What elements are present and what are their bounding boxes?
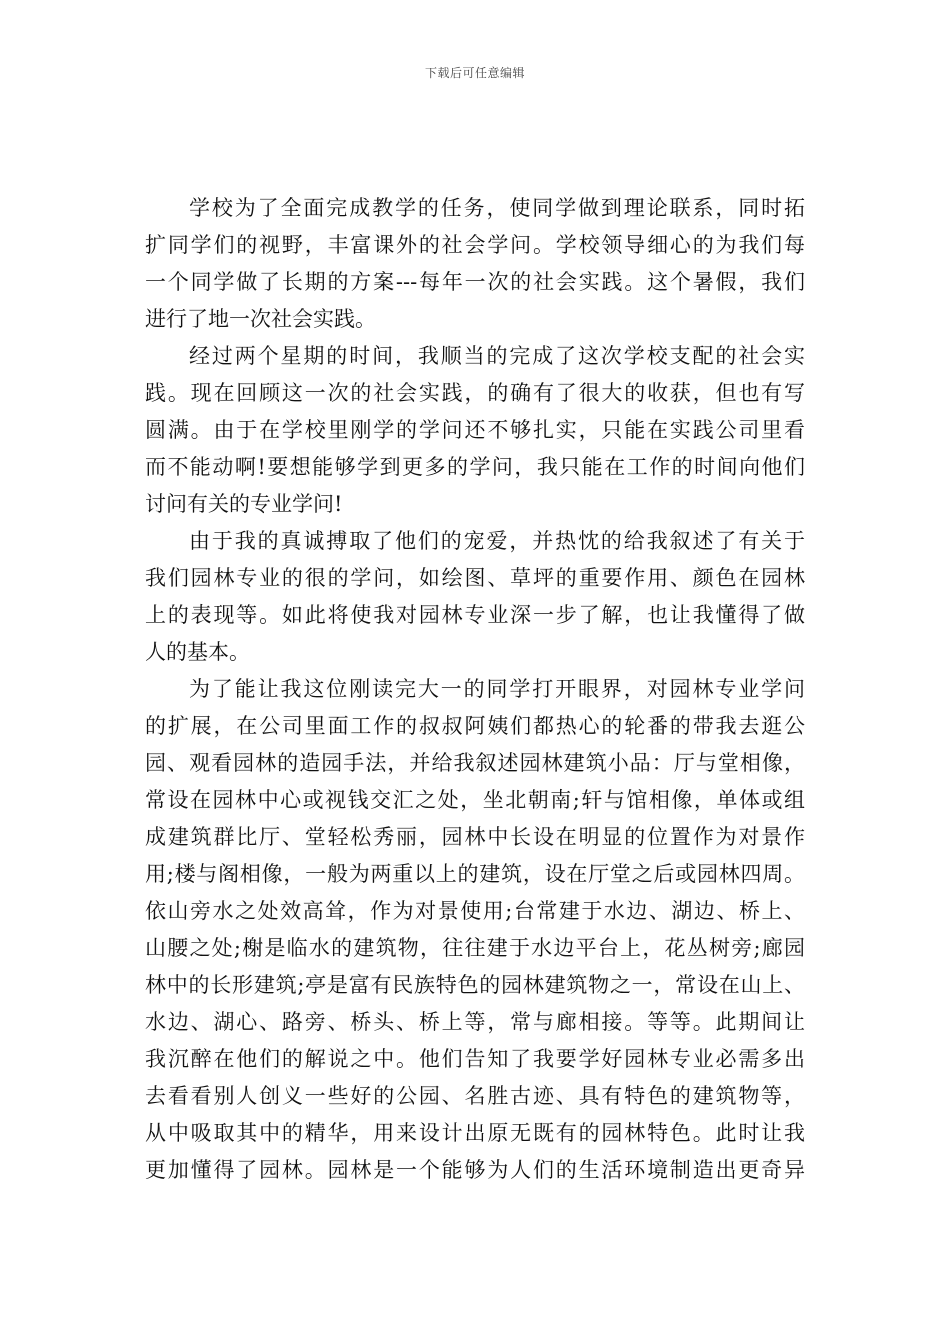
paragraph-3 xyxy=(145,523,805,671)
text-line: 由于我的真诚搏取了他们的宠爱，并热忱的给我叙述了有关于 xyxy=(189,529,805,553)
text-line: 水边、湖心、路旁、桥头、桥上等，常与廊相接。等等。此期间让 xyxy=(145,1010,805,1034)
text-line: 成建筑群比厅、堂轻松秀丽，园林中长设在明显的位置作为对景作 xyxy=(145,825,805,849)
text-line: 园、观看园林的造园手法，并给我叙述园林建筑小品：厅与堂相像， xyxy=(145,751,805,775)
text-line: 我们园林专业的很的学问，如绘图、草坪的重要作用、颜色在园林 xyxy=(145,566,805,590)
text-line: 经过两个星期的时间，我顺当的完成了这次学校支配的社会实 xyxy=(189,344,805,368)
text-line: 学校为了全面完成教学的任务，使同学做到理论联系，同时拓 xyxy=(189,196,805,220)
text-line: 依山旁水之处效高耸，作为对景使用;台常建于水边、湖边、桥上、 xyxy=(145,899,805,923)
paragraph-4 xyxy=(145,671,805,1189)
text-line: 常设在园林中心或视钱交汇之处，坐北朝南;轩与馆相像，单体或组 xyxy=(145,788,805,812)
text-line: 上的表现等。如此将使我对园林专业深一步了解，也让我懂得了做 xyxy=(145,603,805,627)
paragraph-1 xyxy=(145,190,805,338)
text-line: 而不能动啊!要想能够学到更多的学问，我只能在工作的时间向他们 xyxy=(145,455,805,479)
text-line: 讨问有关的专业学问! xyxy=(145,492,343,516)
text-line: 用;楼与阁相像，一般为两重以上的建筑，设在厅堂之后或园林四周。 xyxy=(145,862,805,886)
text-line: 一个同学做了长期的方案---每年一次的社会实践。这个暑假，我们 xyxy=(145,270,805,294)
text-line: 山腰之处;榭是临水的建筑物，往往建于水边平台上，花丛树旁;廊园 xyxy=(145,936,805,960)
text-line: 人的基本。 xyxy=(145,640,250,664)
text-line: 践。现在回顾这一次的社会实践，的确有了很大的收获，但也有写 xyxy=(145,381,805,405)
document-body xyxy=(145,190,805,1189)
page-header: 下载后可任意编辑 xyxy=(424,66,525,80)
text-line: 更加懂得了园林。园林是一个能够为人们的生活环境制造出更奇异 xyxy=(145,1158,805,1182)
text-line: 为了能让我这位刚读完大一的同学打开眼界，对园林专业学问 xyxy=(189,677,805,701)
paragraph-2 xyxy=(145,338,805,523)
text-line: 进行了地一次社会实践。 xyxy=(145,307,376,331)
text-line: 去看看别人创义一些好的公园、名胜古迹、具有特色的建筑物等， xyxy=(145,1084,805,1108)
text-line: 我沉醉在他们的解说之中。他们告知了我要学好园林专业必需多出 xyxy=(145,1047,805,1071)
text-line: 的扩展，在公司里面工作的叔叔阿姨们都热心的轮番的带我去逛公 xyxy=(145,714,805,738)
text-line: 从中吸取其中的精华，用来设计出原无既有的园林特色。此时让我 xyxy=(145,1121,805,1145)
text-line: 圆满。由于在学校里刚学的学问还不够扎实，只能在实践公司里看 xyxy=(145,418,805,442)
text-line: 扩同学们的视野，丰富课外的社会学问。学校领导细心的为我们每 xyxy=(145,233,805,257)
text-line: 林中的长形建筑;亭是富有民族特色的园林建筑物之一，常设在山上、 xyxy=(145,973,805,997)
